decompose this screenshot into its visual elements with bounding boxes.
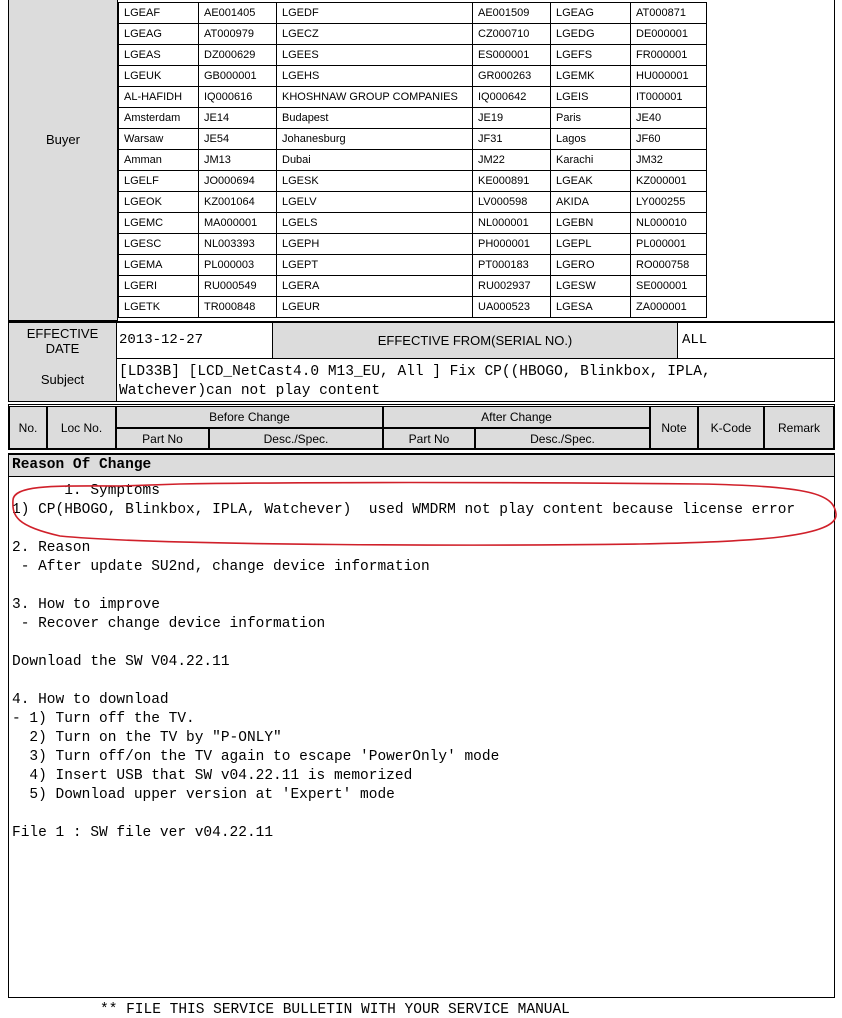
- buyer-cell: JF60: [631, 129, 707, 150]
- buyer-cell: GR000263: [473, 66, 551, 87]
- buyer-cell: LGELF: [119, 171, 199, 192]
- buyer-cell: MA000001: [199, 213, 277, 234]
- buyer-cell: HU000001: [631, 66, 707, 87]
- col-after-change: After Change: [383, 406, 650, 428]
- buyer-cell: Amsterdam: [119, 108, 199, 129]
- buyer-cell: LGEIS: [551, 87, 631, 108]
- buyer-cell: IQ000616: [199, 87, 277, 108]
- col-before-change: Before Change: [116, 406, 383, 428]
- buyer-row: [119, 234, 707, 255]
- buyer-cell: ES000001: [473, 45, 551, 66]
- buyer-cell: JO000694: [199, 171, 277, 192]
- effective-from-label: EFFECTIVE FROM(SERIAL NO.): [272, 323, 678, 358]
- buyer-row: [119, 24, 707, 45]
- col-desc-after: Desc./Spec.: [475, 428, 650, 449]
- buyer-cell: AKIDA: [551, 192, 631, 213]
- buyer-cell: PH000001: [473, 234, 551, 255]
- buyer-cell: LY000255: [631, 192, 707, 213]
- buyer-cell: TR000848: [199, 297, 277, 318]
- buyer-cell: LGEUK: [119, 66, 199, 87]
- reason-line: 4. How to download: [12, 692, 169, 708]
- buyer-cell: LGEOK: [119, 192, 199, 213]
- buyer-cell: AL-HAFIDH: [119, 87, 199, 108]
- col-loc-no: Loc No.: [47, 406, 116, 449]
- buyer-cell: LGEHS: [277, 66, 473, 87]
- buyer-cell: LGELV: [277, 192, 473, 213]
- buyer-cell: LGEAG: [551, 3, 631, 24]
- buyer-cell: Karachi: [551, 150, 631, 171]
- reason-line: File 1 : SW file ver v04.22.11: [12, 825, 274, 841]
- footer-note: ** FILE THIS SERVICE BULLETIN WITH YOUR SERVICE MANUAL: [100, 1002, 570, 1018]
- subject-line-2: Watchever)can not play content: [119, 383, 381, 399]
- buyer-cell: Lagos: [551, 129, 631, 150]
- buyer-cell: Dubai: [277, 150, 473, 171]
- buyer-cell: DZ000629: [199, 45, 277, 66]
- buyer-cell: LV000598: [473, 192, 551, 213]
- buyer-label: Buyer: [46, 131, 80, 147]
- buyer-cell: CZ000710: [473, 24, 551, 45]
- buyer-row: [119, 129, 707, 150]
- buyer-cell: LGEPH: [277, 234, 473, 255]
- reason-line: - Recover change device information: [12, 616, 326, 632]
- buyer-row: [119, 171, 707, 192]
- buyer-row: [119, 255, 707, 276]
- col-remark: Remark: [764, 406, 834, 449]
- buyer-cell: JE14: [199, 108, 277, 129]
- buyer-cell: Paris: [551, 108, 631, 129]
- buyer-cell: NL000010: [631, 213, 707, 234]
- reason-title: Reason Of Change: [12, 457, 152, 473]
- effective-date-value: 2013-12-27: [119, 332, 204, 348]
- buyer-cell: ZA000001: [631, 297, 707, 318]
- col-part-no-after: Part No: [383, 428, 475, 449]
- buyer-cell: FR000001: [631, 45, 707, 66]
- buyer-cell: JE54: [199, 129, 277, 150]
- buyer-cell: LGEUR: [277, 297, 473, 318]
- buyer-cell: LGEAG: [119, 24, 199, 45]
- reason-line: 3. How to improve: [12, 597, 160, 613]
- buyer-cell: RO000758: [631, 255, 707, 276]
- buyer-cell: LGEES: [277, 45, 473, 66]
- subject-label: Subject: [9, 358, 117, 401]
- buyer-cell: PL000003: [199, 255, 277, 276]
- buyer-cell: KZ000001: [631, 171, 707, 192]
- reason-line: 2. Reason: [12, 540, 91, 556]
- col-desc-before: Desc./Spec.: [209, 428, 383, 449]
- buyer-cell: RU002937: [473, 276, 551, 297]
- buyer-cell: KHOSHNAW GROUP COMPANIES: [277, 87, 473, 108]
- buyer-cell: UA000523: [473, 297, 551, 318]
- buyer-cell: JE19: [473, 108, 551, 129]
- buyer-cell: Johanesburg: [277, 129, 473, 150]
- buyer-cell: LGEAF: [119, 3, 199, 24]
- buyer-cell: LGEPT: [277, 255, 473, 276]
- buyer-row: [119, 108, 707, 129]
- buyer-cell: GB000001: [199, 66, 277, 87]
- buyer-cell: AE001509: [473, 3, 551, 24]
- reason-line: Download the SW V04.22.11: [12, 654, 230, 670]
- buyer-cell: DE000001: [631, 24, 707, 45]
- buyer-cell: Amman: [119, 150, 199, 171]
- buyer-cell: LGESA: [551, 297, 631, 318]
- buyer-cell: AT000979: [199, 24, 277, 45]
- reason-line: 5) Download upper version at 'Expert' mode: [12, 787, 395, 803]
- buyer-cell: SE000001: [631, 276, 707, 297]
- buyer-cell: LGEDG: [551, 24, 631, 45]
- buyer-cell: PL000001: [631, 234, 707, 255]
- buyer-row: [119, 150, 707, 171]
- reason-line: 1. Symptoms: [12, 483, 160, 499]
- buyer-cell: LGETK: [119, 297, 199, 318]
- buyer-cell: LGEDF: [277, 3, 473, 24]
- buyer-cell: LGESW: [551, 276, 631, 297]
- buyer-cell: LGEMC: [119, 213, 199, 234]
- buyer-cell: IT000001: [631, 87, 707, 108]
- buyer-cell: LGEBN: [551, 213, 631, 234]
- buyer-cell: PT000183: [473, 255, 551, 276]
- buyer-cell: AE001405: [199, 3, 277, 24]
- reason-line: 4) Insert USB that SW v04.22.11 is memorized: [12, 768, 413, 784]
- buyer-cell: LGEFS: [551, 45, 631, 66]
- col-note: Note: [650, 406, 698, 449]
- buyer-cell: LGECZ: [277, 24, 473, 45]
- buyer-cell: LGESC: [119, 234, 199, 255]
- buyer-row: [119, 45, 707, 66]
- buyer-row: [119, 213, 707, 234]
- buyer-cell: LGEMA: [119, 255, 199, 276]
- buyer-cell: KZ001064: [199, 192, 277, 213]
- reason-line: 2) Turn on the TV by "P-ONLY": [12, 730, 282, 746]
- buyer-cell: LGERO: [551, 255, 631, 276]
- buyer-cell: LGELS: [277, 213, 473, 234]
- highlight-stroke: [13, 483, 836, 546]
- col-no: No.: [9, 406, 47, 449]
- buyer-cell: LGEPL: [551, 234, 631, 255]
- highlight-ellipse: [0, 470, 842, 560]
- buyer-cell: LGEAS: [119, 45, 199, 66]
- buyer-row: [119, 297, 707, 318]
- effective-date-label: EFFECTIVE DATE: [9, 323, 117, 358]
- buyer-cell: Budapest: [277, 108, 473, 129]
- buyer-cell: LGERA: [277, 276, 473, 297]
- buyer-row: [119, 87, 707, 108]
- buyer-cell: JM13: [199, 150, 277, 171]
- reason-line: 3) Turn off/on the TV again to escape 'PowerOnly' mode: [12, 749, 500, 765]
- buyer-cell: NL000001: [473, 213, 551, 234]
- buyer-cell: JE40: [631, 108, 707, 129]
- buyer-cell: LGERI: [119, 276, 199, 297]
- buyer-cell: KE000891: [473, 171, 551, 192]
- buyer-cell: JF31: [473, 129, 551, 150]
- buyer-row: [119, 276, 707, 297]
- reason-line: - After update SU2nd, change device information: [12, 559, 430, 575]
- col-part-no-before: Part No: [116, 428, 209, 449]
- col-k-code: K-Code: [698, 406, 764, 449]
- reason-line: - 1) Turn off the TV.: [12, 711, 195, 727]
- buyer-cell: NL003393: [199, 234, 277, 255]
- buyer-cell: LGEAK: [551, 171, 631, 192]
- buyer-row: [119, 3, 707, 24]
- buyer-cell: Warsaw: [119, 129, 199, 150]
- buyer-cell: LGESK: [277, 171, 473, 192]
- buyer-cell: AT000871: [631, 3, 707, 24]
- buyer-cell: JM32: [631, 150, 707, 171]
- buyer-cell: RU000549: [199, 276, 277, 297]
- buyer-row: [119, 66, 707, 87]
- buyer-table: [118, 2, 707, 318]
- subject-line-1: [LD33B] [LCD_NetCast4.0 M13_EU, All ] Fix CP((HBOGO, Blinkbox, IPLA,: [119, 364, 711, 380]
- reason-line: 1) CP(HBOGO, Blinkbox, IPLA, Watchever) used WMDRM not play content because license error: [12, 502, 796, 518]
- buyer-cell: LGEMK: [551, 66, 631, 87]
- effective-from-value: ALL: [682, 332, 708, 348]
- buyer-row: [119, 192, 707, 213]
- buyer-cell: IQ000642: [473, 87, 551, 108]
- buyer-cell: JM22: [473, 150, 551, 171]
